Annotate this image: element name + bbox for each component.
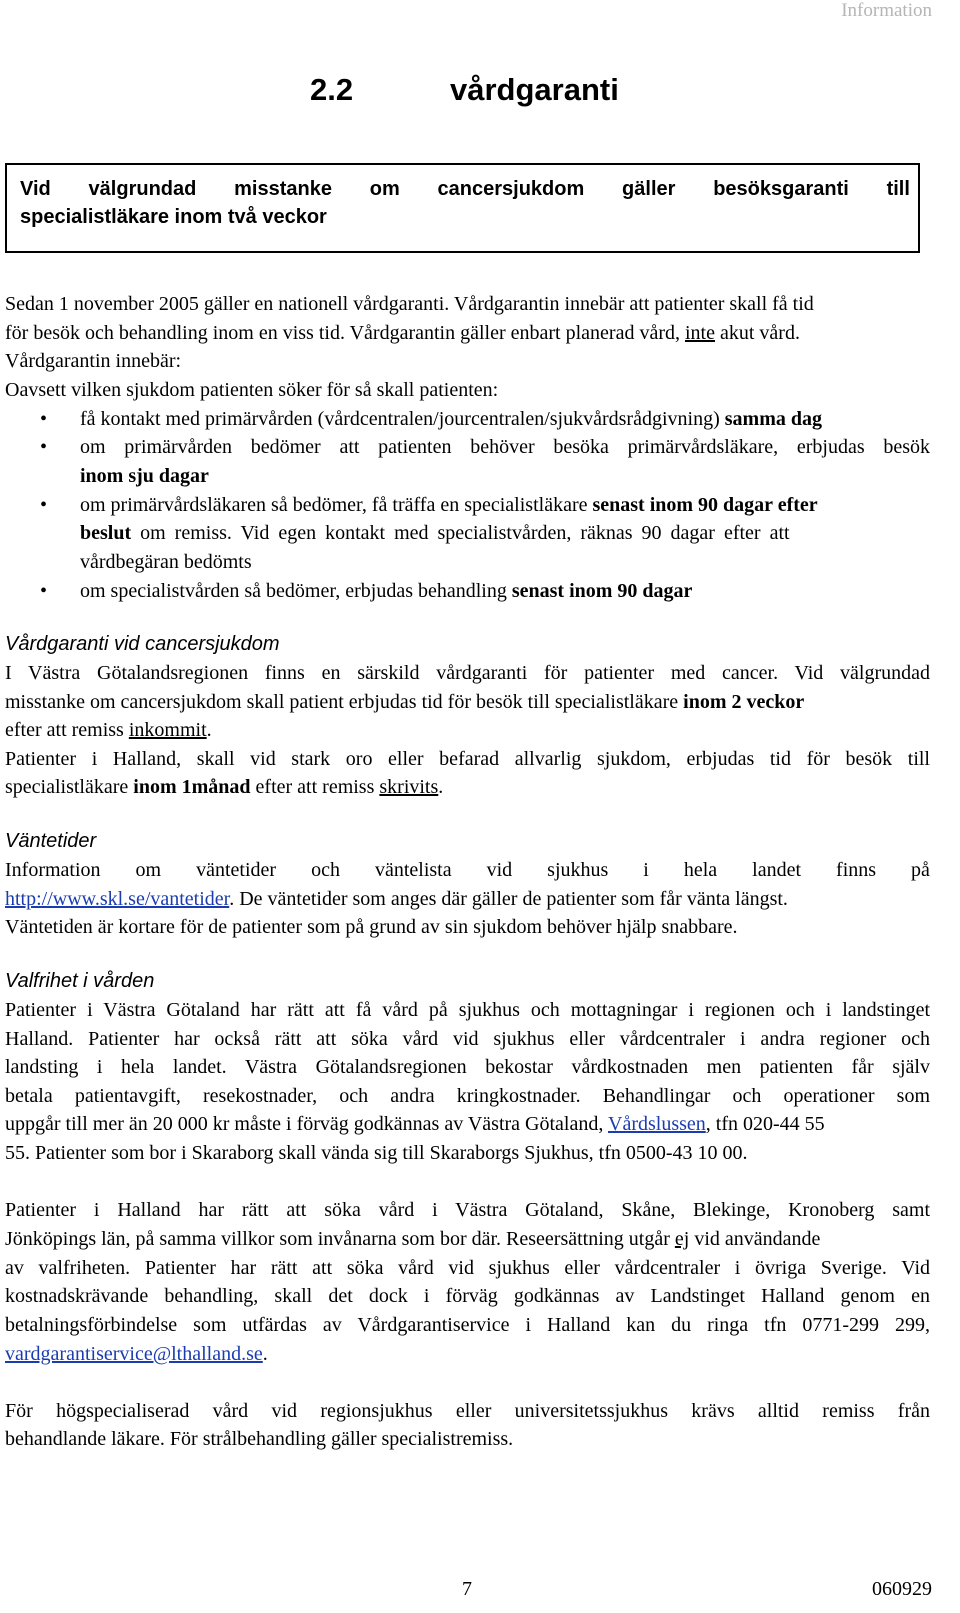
- bold-text: senast inom 90 dagar: [511, 580, 693, 602]
- box-word: besöksgaranti: [713, 178, 849, 200]
- bullet-item: [80, 433, 930, 461]
- underlined-text: ej: [674, 1228, 690, 1250]
- body-line: [5, 1053, 930, 1081]
- body-line: [5, 1025, 930, 1053]
- body-line: [5, 1225, 930, 1253]
- text-run: misstanke om cancersjukdom skall patient erbjudas tid för besök till specialistläkare: [5, 691, 684, 713]
- word: finns: [836, 859, 877, 881]
- word: väntelista: [374, 859, 452, 881]
- bullet-item-continued: vårdbegäran bedömts: [80, 551, 252, 573]
- bullet-item: [80, 405, 930, 433]
- bullet-item-continued: [80, 519, 930, 547]
- bullet-icon: •: [40, 436, 48, 458]
- bold-text: beslut: [80, 522, 132, 544]
- text-run: Patienter i Västra Götaland har rätt att få vård på sjukhus och mottagningar i regionen och i landstinget: [5, 999, 930, 1021]
- bold-text: samma dag: [724, 408, 822, 430]
- body-line: [5, 1082, 930, 1110]
- text-run: uppgår till mer än 20 000 kr måste i förväg godkännas av Västra Götaland,: [5, 1113, 608, 1135]
- text-run: Patienter i Halland har rätt att söka vård i Västra Götaland, Skåne, Blekinge, Kronoberg samt: [5, 1199, 930, 1221]
- text-run: vid användande: [689, 1228, 821, 1250]
- body-line: [5, 1311, 930, 1339]
- body-line: [5, 688, 930, 716]
- box-word: om: [369, 178, 400, 200]
- text-run: om remiss. Vid egen kontakt med specialistvården, räknas 90 dagar efter att: [131, 522, 790, 544]
- guarantee-box-line-1: [20, 178, 910, 201]
- intro-line: Vårdgarantin innebär:: [5, 350, 182, 372]
- bullet-icon: •: [40, 408, 48, 430]
- body-line: [5, 773, 930, 801]
- body-line: [5, 1254, 930, 1282]
- word: väntetider: [196, 859, 277, 881]
- box-word: Vid: [20, 178, 51, 200]
- text-run: För högspecialiserad vård vid regionsjukhus eller universitetssjukhus krävs alltid remiss från: [5, 1400, 930, 1422]
- text-run: kostnadskrävande behandling, skall det dock i förväg godkännas av Landstinget Halland genom en: [5, 1285, 930, 1307]
- text-run: av valfriheten. Patienter har rätt att söka vård vid sjukhus eller vårdcentraler i övriga Sverige. Vid: [5, 1257, 930, 1279]
- word: på: [911, 859, 930, 881]
- intro-line: [5, 319, 930, 347]
- word: sjukhus: [547, 859, 609, 881]
- word: hela: [683, 859, 718, 881]
- body-line: behandlande läkare. För strålbehandling gäller specialistremiss.: [5, 1428, 514, 1450]
- bold-text: inom 2 veckor: [683, 691, 805, 713]
- bold-text: inom 1månad: [133, 776, 251, 798]
- text-run: betala patientavgift, resekostnader, och andra kringkostnader. Behandlingar och operationer som: [5, 1085, 930, 1107]
- box-word: cancersjukdom: [437, 178, 585, 200]
- body-line: [5, 1397, 930, 1425]
- body-line: [5, 659, 930, 687]
- box-word: misstanke: [234, 178, 332, 200]
- emphasis-inte: inte: [684, 322, 715, 344]
- word: landet: [752, 859, 802, 881]
- text-run: specialistläkare: [5, 776, 134, 798]
- text-run: .: [262, 1343, 268, 1365]
- box-word: gäller: [622, 178, 676, 200]
- body-line: [5, 856, 930, 884]
- text-run: . De väntetider som anges där gäller de patienter som får vänta längst.: [229, 888, 788, 910]
- body-line: 55. Patienter som bor i Skaraborg skall vända sig till Skaraborgs Sjukhus, tfn 0500-43 10 00.: [5, 1142, 748, 1164]
- body-line: [5, 1110, 930, 1138]
- word: vid: [486, 859, 513, 881]
- bullet-item-continued: [80, 462, 930, 490]
- text-run: om primärvården bedömer att patienten behöver besöka primärvårdsläkare, erbjudas besök: [80, 436, 930, 458]
- body-line: [5, 1282, 930, 1310]
- body-line: [5, 1340, 930, 1368]
- vardslussen-link[interactable]: Vårdslussen: [608, 1113, 706, 1135]
- text-run: om specialistvården så bedömer, erbjudas behandling: [80, 580, 512, 602]
- page-title: vårdgaranti: [450, 72, 619, 107]
- box-word: välgrundad: [88, 178, 197, 200]
- body-line: [5, 885, 930, 913]
- bullet-icon: •: [40, 580, 48, 602]
- intro-line: Sedan 1 november 2005 gäller en nationell vårdgaranti. Vårdgarantin innebär att patienter skall få tid: [5, 293, 814, 315]
- word: i: [643, 859, 649, 881]
- text-run: I Västra Götalandsregionen finns en särskild vårdgaranti för patienter med cancer. Vid välgrundad: [5, 662, 930, 684]
- section-number: 2.2: [310, 72, 354, 107]
- text-run: akut vård.: [714, 322, 800, 344]
- date-code: 060929: [872, 1578, 932, 1600]
- body-line: [5, 1196, 930, 1224]
- text-run: Patienter i Halland, skall vid stark oro eller befarad allvarlig sjukdom, erbjudas tid för besök till: [5, 748, 930, 770]
- body-line: Väntetiden är kortare för de patienter som på grund av sin sjukdom behöver hjälp snabbare.: [5, 916, 738, 938]
- word: om: [135, 859, 162, 881]
- bold-text: inom sju dagar: [80, 465, 209, 487]
- word: och: [311, 859, 340, 881]
- text-run: landsting i hela landet. Västra Götalandsregionen bekostar vårdkostnaden men patienten får själv: [5, 1056, 930, 1078]
- text-run: få kontakt med primärvården (vårdcentralen/jourcentralen/sjukvårdsrådgivning): [80, 408, 725, 430]
- body-line: [5, 996, 930, 1024]
- text-run: Jönköpings län, på samma villkor som invånarna som bor där. Reseersättning utgår: [5, 1228, 675, 1250]
- underlined-text: skrivits: [379, 776, 439, 798]
- heading-waiting-times: Väntetider: [5, 830, 97, 852]
- bullet-item: [80, 491, 930, 519]
- heading-freedom-of-choice: Valfrihet i vården: [5, 970, 155, 992]
- text-run: betalningsförbindelse som utfärdas av Vårdgarantiservice i Halland kan du ringa tfn 0771-299 299,: [5, 1314, 930, 1336]
- skl-waiting-times-link[interactable]: http://www.skl.se/vantetider: [5, 888, 230, 910]
- text-run: för besök och behandling inom en viss tid. Vårdgarantin gäller enbart planerad vård,: [5, 322, 685, 344]
- email-link[interactable]: vardgarantiservice@lthalland.se: [5, 1343, 263, 1365]
- word: Information: [5, 859, 101, 881]
- bullet-item: [80, 577, 930, 605]
- body-line: [5, 716, 930, 744]
- underlined-text: inkommit: [128, 719, 207, 741]
- text-run: efter att remiss: [5, 719, 129, 741]
- text-run: om primärvårdsläkaren så bedömer, få träffa en specialistläkare: [80, 494, 593, 516]
- text-run: .: [438, 776, 444, 798]
- text-run: , tfn 020-44 55: [705, 1113, 825, 1135]
- section-label: Information: [841, 0, 932, 21]
- box-word: till: [886, 178, 910, 200]
- bold-text: senast inom 90 dagar efter: [592, 494, 818, 516]
- text-run: Halland. Patienter har också rätt att söka vård vid sjukhus eller vårdcentraler i andra regioner och: [5, 1028, 930, 1050]
- heading-cancer-guarantee: Vårdgaranti vid cancersjukdom: [5, 633, 280, 655]
- guarantee-box-line-2: specialistläkare inom två veckor: [20, 206, 327, 228]
- text-run: .: [206, 719, 212, 741]
- intro-line: Oavsett vilken sjukdom patienten söker för så skall patienten:: [5, 379, 499, 401]
- text-run: efter att remiss: [250, 776, 380, 798]
- bullet-icon: •: [40, 494, 48, 516]
- page-number: 7: [462, 1578, 472, 1600]
- body-line: [5, 745, 930, 773]
